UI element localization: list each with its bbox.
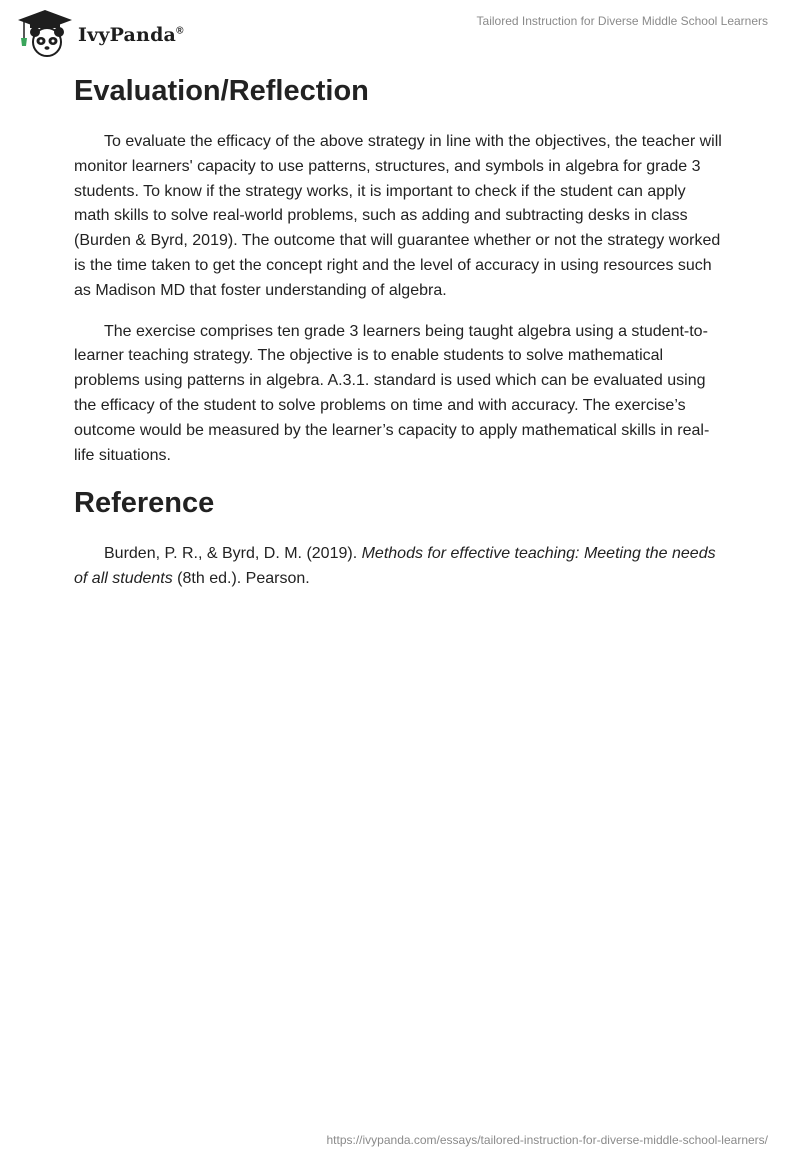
reference-heading: Reference (74, 487, 215, 520)
essay-content (74, 72, 724, 608)
page-header (0, 0, 800, 64)
reference-authors: Burden, P. R., & Byrd, D. M. (2019). (104, 545, 362, 563)
reference-publisher: (8th ed.). Pearson. (172, 570, 310, 588)
reference-title: Methods for effective teaching: Meeting the needs of all students (74, 545, 716, 588)
reference-entry (74, 542, 724, 592)
evaluation-paragraph-1: To evaluate the efficacy of the above strategy in line with the objectives, the teacher will monitor learners' capacity to use patterns, structures, and symbols in algebra for grade 3 students. To know if the strategy works, it is important to check if the student can apply math skills to solve real-world problems, such as adding and subtracting desks in class (Burden & Byrd, 2019). The outcome that will guarantee whether or not the strategy worked is the time taken to get the concept right and the level of accuracy in using resources such as Madison MD that foster understanding of algebra. (74, 133, 722, 299)
evaluation-heading: Evaluation/Reflection (74, 75, 369, 107)
evaluation-paragraph-2: The exercise comprises ten grade 3 learners being taught algebra using a student-to-learner teaching strategy. The objective is to enable students to solve mathematical problems using patterns in algebra. A.3.1. standard is used which can be evaluated using the efficacy of the student to solve problems on time and with accuracy. The exercise’s outcome would be measured by the learner’s capacity to apply mathematical skills in real-life situations. (74, 322, 710, 464)
logo-wordmark: IvyPanda® (78, 24, 184, 46)
document-title: Tailored Instruction for Diverse Middle School Learners (476, 14, 768, 28)
footer-url[interactable]: https://ivypanda.com/essays/tailored-instruction-for-diverse-middle-school-learners/ (326, 1133, 768, 1147)
panda-graduate-icon (14, 8, 76, 58)
ivypanda-logo[interactable] (14, 8, 184, 58)
